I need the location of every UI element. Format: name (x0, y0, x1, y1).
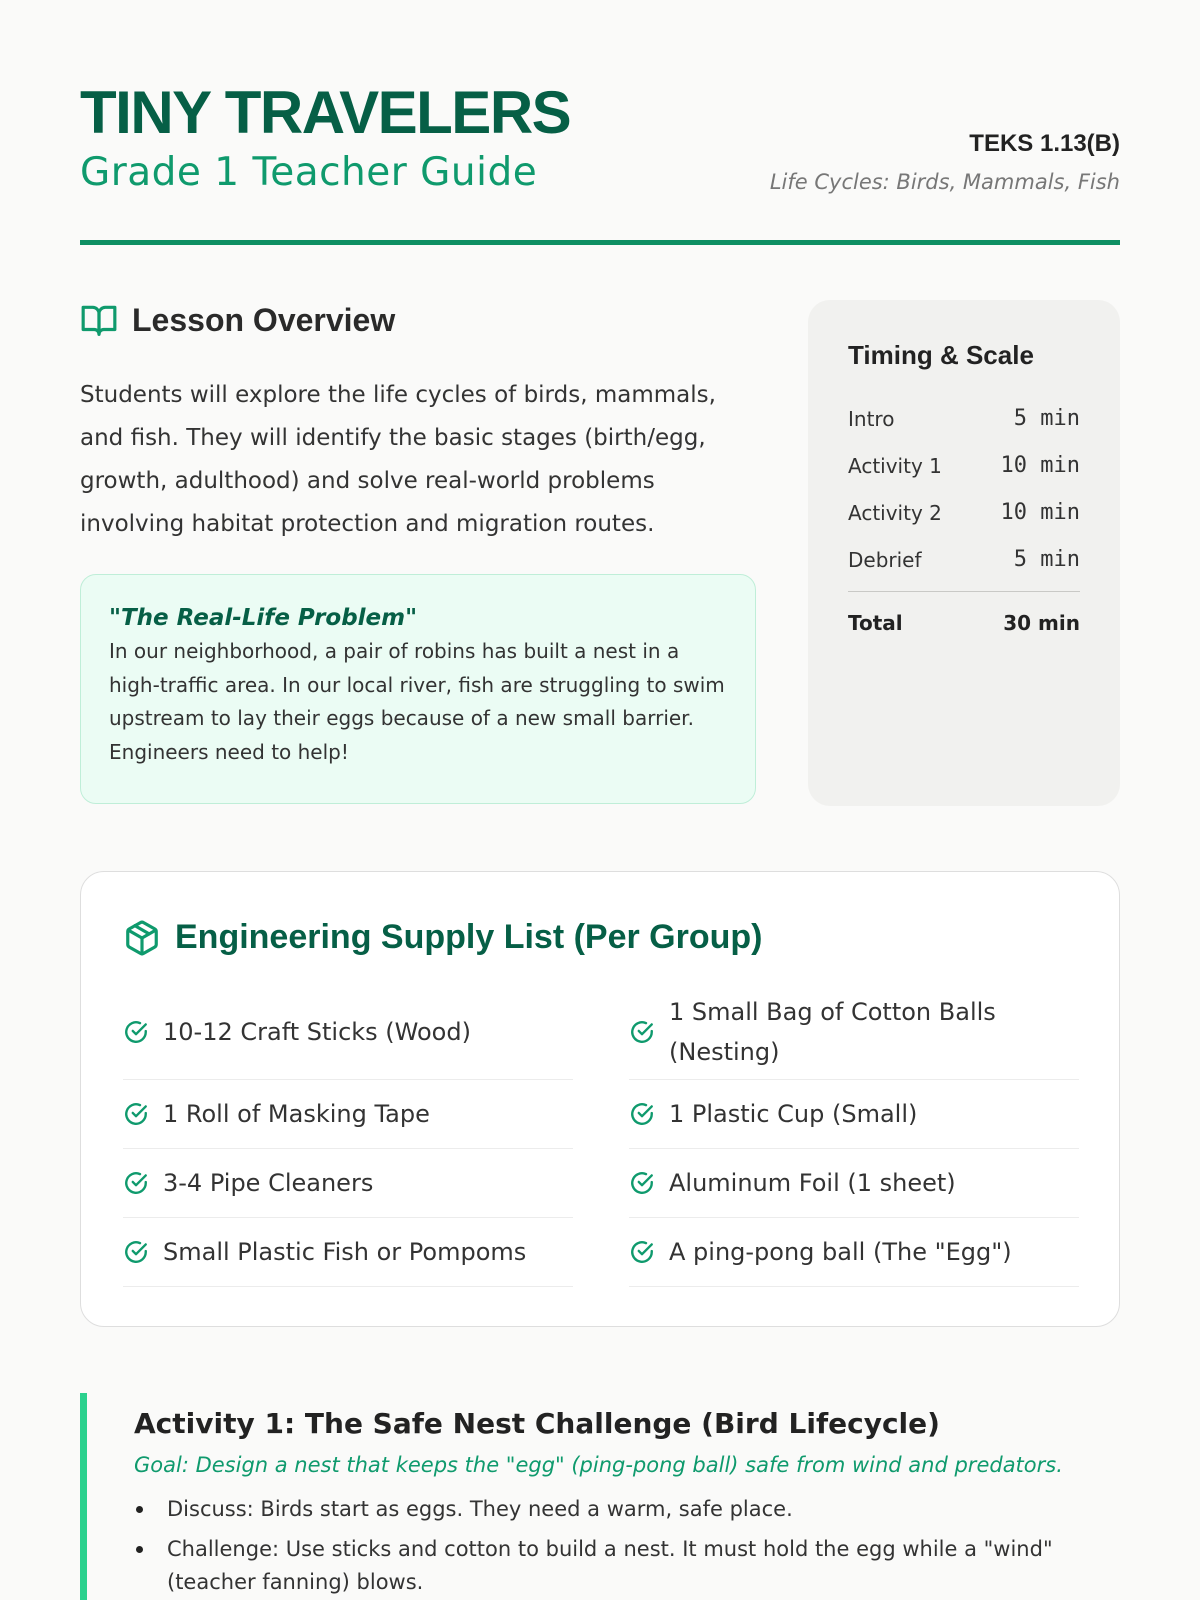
check-circle-icon (629, 1019, 655, 1045)
standard-code: TEKS 1.13(B) (969, 130, 1120, 157)
timing-label: Intro (848, 406, 895, 431)
timing-divider (848, 591, 1080, 592)
supply-item (123, 1218, 573, 1287)
check-circle-icon (629, 1239, 655, 1265)
page-title: TINY TRAVELERS (80, 79, 571, 146)
topics-label: Life Cycles: Birds, Mammals, Fish (769, 170, 1120, 194)
supply-item (629, 1218, 1079, 1287)
activity-step: Challenge: Use sticks and cotton to build a nest. It must hold the egg while a "wind" (teacher fanning) blows. (134, 1533, 1094, 1599)
timing-label: Activity 1 (848, 453, 942, 478)
activity-goal: Goal: Design a nest that keeps the "egg" (ping-pong ball) safe from wind and predators. (134, 1453, 1063, 1477)
supply-item-label: Aluminum Foil (1 sheet) (669, 1169, 956, 1197)
activity-steps (134, 1493, 1094, 1600)
timing-label: Debrief (848, 547, 922, 572)
check-circle-icon (123, 1239, 149, 1265)
activity-step: Discuss: Birds start as eggs. They need a warm, safe place. (134, 1493, 1094, 1526)
supply-item-label: 1 Roll of Masking Tape (163, 1100, 430, 1128)
check-circle-icon (629, 1170, 655, 1196)
supply-item-label: 3-4 Pipe Cleaners (163, 1169, 374, 1197)
timing-label: Activity 2 (848, 500, 942, 525)
activity-1-section (80, 1393, 1120, 1600)
timing-panel (808, 300, 1120, 806)
page-subtitle: Grade 1 Teacher Guide (80, 150, 538, 195)
timing-row (848, 489, 1080, 536)
header-divider (80, 240, 1120, 245)
timing-value: 5 min (1013, 406, 1080, 431)
supply-item-label: A ping-pong ball (The "Egg") (669, 1238, 1012, 1266)
overview-text: Students will explore the life cycles of birds, mammals, and fish. They will identify the basic stages (birth/egg, growth, adulthood) and solve real-world problems involving habitat protection and migration routes. (80, 382, 716, 537)
check-circle-icon (123, 1019, 149, 1045)
check-circle-icon (629, 1101, 655, 1127)
timing-total-row (848, 598, 1080, 648)
supply-heading (123, 918, 762, 957)
overview-heading (80, 300, 395, 340)
callout-body: In our neighborhood, a pair of robins has built a nest in a high-traffic area. In our local river, fish are struggling to swim upstream to lay their eggs because of a new small barrier. Engineers need to help! (109, 639, 725, 764)
timing-total-value: 30 min (1003, 611, 1080, 635)
activity-title: Activity 1: The Safe Nest Challenge (Bird Lifecycle) (134, 1407, 940, 1440)
supply-item-label: 1 Plastic Cup (Small) (669, 1100, 918, 1128)
check-circle-icon (123, 1170, 149, 1196)
supply-item (629, 984, 1079, 1080)
header (80, 80, 1120, 244)
supply-item-label: 1 Small Bag of Cotton Balls (Nesting) (669, 997, 996, 1066)
supply-item (629, 1080, 1079, 1149)
check-circle-icon (123, 1101, 149, 1127)
supply-item-label: 10-12 Craft Sticks (Wood) (163, 1017, 471, 1046)
book-icon (80, 301, 118, 339)
supply-list-card (80, 871, 1120, 1327)
timing-row (848, 395, 1080, 442)
supply-item (629, 1149, 1079, 1218)
timing-value: 5 min (1013, 547, 1080, 572)
supply-item (123, 1080, 573, 1149)
supply-item (123, 1149, 573, 1218)
callout-title: "The Real-Life Problem" (109, 605, 418, 631)
timing-value: 10 min (1000, 500, 1080, 525)
supply-item (123, 984, 573, 1080)
supply-title: Engineering Supply List (Per Group) (175, 918, 763, 956)
overview-title: Lesson Overview (132, 301, 396, 338)
timing-total-label: Total (848, 611, 903, 635)
supply-item-label: Small Plastic Fish or Pompoms (163, 1238, 527, 1266)
timing-row (848, 442, 1080, 489)
timing-value: 10 min (1000, 453, 1080, 478)
real-life-problem-callout (80, 574, 756, 804)
package-icon (123, 919, 161, 957)
timing-title: Timing & Scale (848, 340, 1034, 370)
timing-row (848, 536, 1080, 583)
supply-grid (123, 984, 1079, 1287)
